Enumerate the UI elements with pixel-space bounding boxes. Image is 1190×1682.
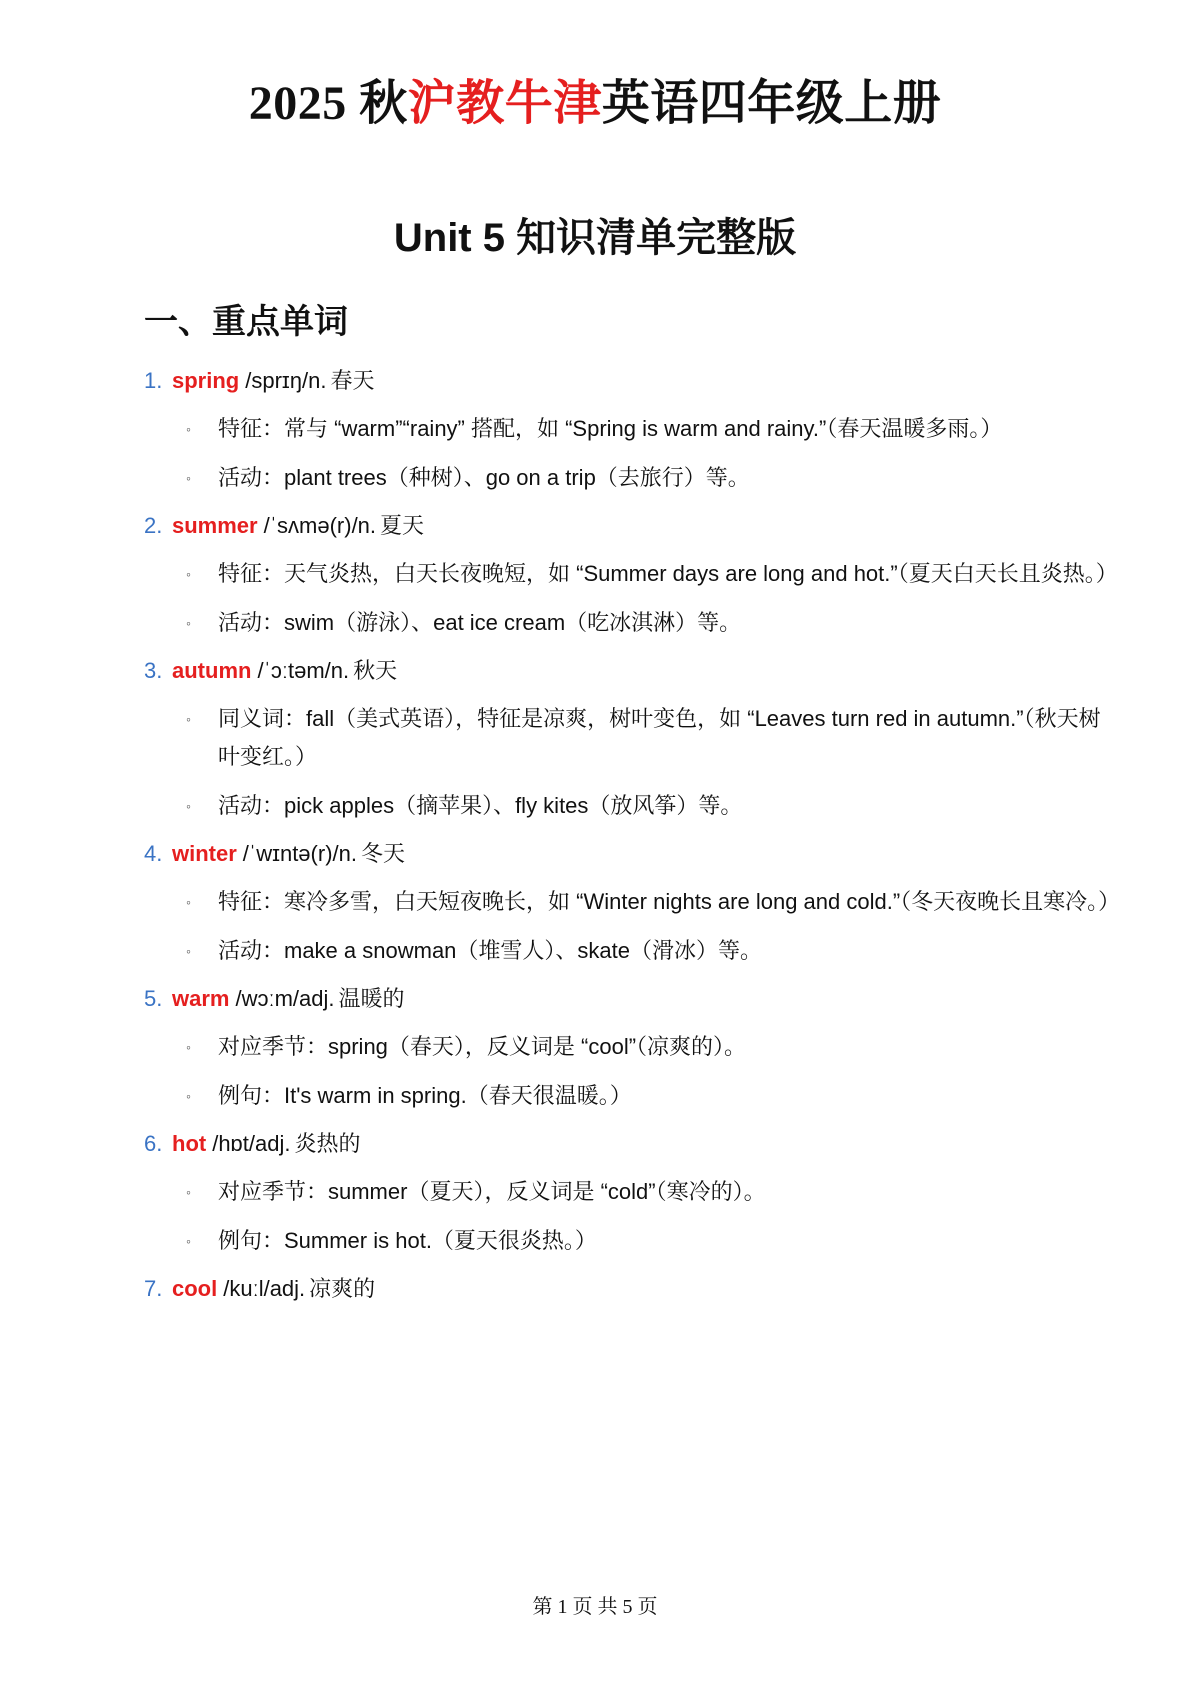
word-phonetic: /sprɪŋ/n.: [245, 368, 327, 393]
word-english: summer: [172, 513, 258, 538]
bullet-circle-icon: ◦: [186, 711, 191, 727]
detail-item: [144, 1222, 1110, 1260]
word-details: [144, 1173, 1044, 1260]
word-headline: [144, 656, 1044, 686]
detail-item: [144, 555, 1118, 593]
word-phonetic: /wɔːm/adj.: [235, 986, 335, 1011]
word-number: 4.: [144, 841, 163, 866]
word-details: [144, 555, 1118, 642]
bullet-circle-icon: ◦: [186, 421, 191, 437]
word-phonetic: /hɒt/adj.: [212, 1131, 291, 1156]
word-number: 3.: [144, 658, 163, 683]
word-headline: [144, 511, 1044, 541]
detail-text: 活动：plant trees（种树）、go on a trip（去旅行）等。: [218, 465, 750, 490]
word-english: winter: [172, 841, 237, 866]
detail-text: 活动：pick apples（摘苹果）、fly kites（放风筝）等。: [218, 793, 743, 818]
word-chinese: 温暖的: [338, 987, 405, 1012]
document-title: [0, 74, 1190, 134]
word-phonetic: /kuːl/adj.: [223, 1276, 306, 1301]
word-entry: [144, 1129, 1044, 1274]
title-suffix: 英语四年级上册: [601, 77, 942, 130]
word-list: [144, 366, 1121, 1304]
word-english: warm: [172, 986, 230, 1011]
word-headline: [144, 984, 1044, 1014]
detail-text: 特征：常与 “warm”“rainy” 搭配，如 “Spring is warm and rainy.”（春天温暖多雨。）: [218, 416, 1003, 441]
detail-item: [144, 932, 1110, 970]
word-phonetic: /ˈɔːtəm/n.: [257, 658, 350, 683]
word-chinese: 秋天: [353, 659, 398, 684]
bullet-circle-icon: ◦: [186, 1184, 191, 1200]
detail-text: 特征：寒冷多雪，白天短夜晚长，如 “Winter nights are long and cold.”（冬天夜晚长且寒冷。）: [218, 889, 1121, 914]
page-footer: 第 1 页 共 5 页: [532, 1596, 658, 1618]
title-prefix: 2025 秋: [248, 77, 408, 130]
word-details: [144, 1028, 1044, 1115]
bullet-circle-icon: ◦: [186, 1233, 191, 1249]
word-english: cool: [172, 1276, 218, 1301]
word-number: 1.: [144, 368, 163, 393]
bullet-circle-icon: ◦: [186, 943, 191, 959]
word-number: 5.: [144, 986, 163, 1011]
detail-item: [144, 700, 1110, 776]
word-number: 2.: [144, 513, 163, 538]
word-entry: [144, 656, 1101, 839]
word-headline: [144, 1274, 1044, 1304]
word-chinese: 春天: [330, 369, 375, 394]
detail-text: 活动：make a snowman（堆雪人）、skate（滑冰）等。: [218, 938, 762, 963]
detail-spacer: [144, 776, 1044, 787]
word-entry: [144, 366, 1044, 511]
bullet-circle-icon: ◦: [186, 894, 191, 910]
detail-text: 例句：It's warm in spring.（春天很温暖。）: [218, 1083, 632, 1108]
word-chinese: 冬天: [360, 842, 405, 867]
bullet-circle-icon: ◦: [186, 615, 191, 631]
section-heading: 一、重点单词: [144, 303, 348, 341]
detail-item: [144, 604, 1110, 642]
word-details: [144, 883, 1121, 970]
word-headline: [144, 839, 1044, 869]
detail-item: [144, 410, 1110, 448]
detail-spacer: [144, 593, 1044, 604]
word-entry: [144, 511, 1118, 656]
word-headline: [144, 366, 1044, 396]
word-chinese: 凉爽的: [309, 1277, 376, 1302]
bullet-circle-icon: ◦: [186, 1039, 191, 1055]
word-entry: [144, 984, 1044, 1129]
detail-item: [144, 1077, 1110, 1115]
detail-item: [144, 883, 1121, 921]
bullet-circle-icon: ◦: [186, 470, 191, 486]
word-headline: [144, 1129, 1044, 1159]
bullet-circle-icon: ◦: [186, 1088, 191, 1104]
word-english: autumn: [172, 658, 252, 683]
detail-text: 对应季节：summer（夏天），反义词是 “cold”（寒冷的）。: [218, 1179, 766, 1204]
detail-text: 特征：天气炎热，白天长夜晚短，如 “Summer days are long and hot.”（夏天白天长且炎热。）: [218, 561, 1118, 586]
detail-spacer: [144, 1211, 1044, 1222]
detail-item: [144, 459, 1110, 497]
word-english: spring: [172, 368, 240, 393]
detail-text: 活动：swim（游泳）、eat ice cream（吃冰淇淋）等。: [218, 610, 742, 635]
word-phonetic: /ˈsʌmə(r)/n.: [263, 513, 377, 538]
bullet-circle-icon: ◦: [186, 798, 191, 814]
word-phonetic: /ˈwɪntə(r)/n.: [242, 841, 357, 866]
word-entry: [144, 1274, 1044, 1304]
detail-spacer: [144, 1066, 1044, 1077]
word-chinese: 炎热的: [294, 1132, 361, 1157]
detail-item: [144, 1173, 1110, 1211]
detail-text: 对应季节：spring（春天），反义词是 “cool”（凉爽的）。: [218, 1034, 747, 1059]
word-entry: [144, 839, 1121, 984]
detail-item: [144, 787, 1110, 825]
detail-spacer: [144, 921, 1044, 932]
word-number: 7.: [144, 1276, 163, 1301]
title-highlight: 沪教牛津: [407, 77, 602, 130]
word-details: [144, 700, 1101, 825]
detail-spacer: [144, 448, 1044, 459]
detail-text: 同义词：fall（美式英语），特征是凉爽，树叶变色，如 “Leaves turn red in autumn.”（秋天树叶变红。）: [218, 706, 1101, 769]
document-subtitle: Unit 5 知识清单完整版: [393, 216, 797, 260]
bullet-circle-icon: ◦: [186, 566, 191, 582]
word-number: 6.: [144, 1131, 163, 1156]
word-chinese: 夏天: [380, 514, 425, 539]
detail-text: 例句：Summer is hot.（夏天很炎热。）: [218, 1228, 597, 1253]
detail-item: [144, 1028, 1110, 1066]
word-english: hot: [172, 1131, 207, 1156]
word-details: [144, 410, 1044, 497]
